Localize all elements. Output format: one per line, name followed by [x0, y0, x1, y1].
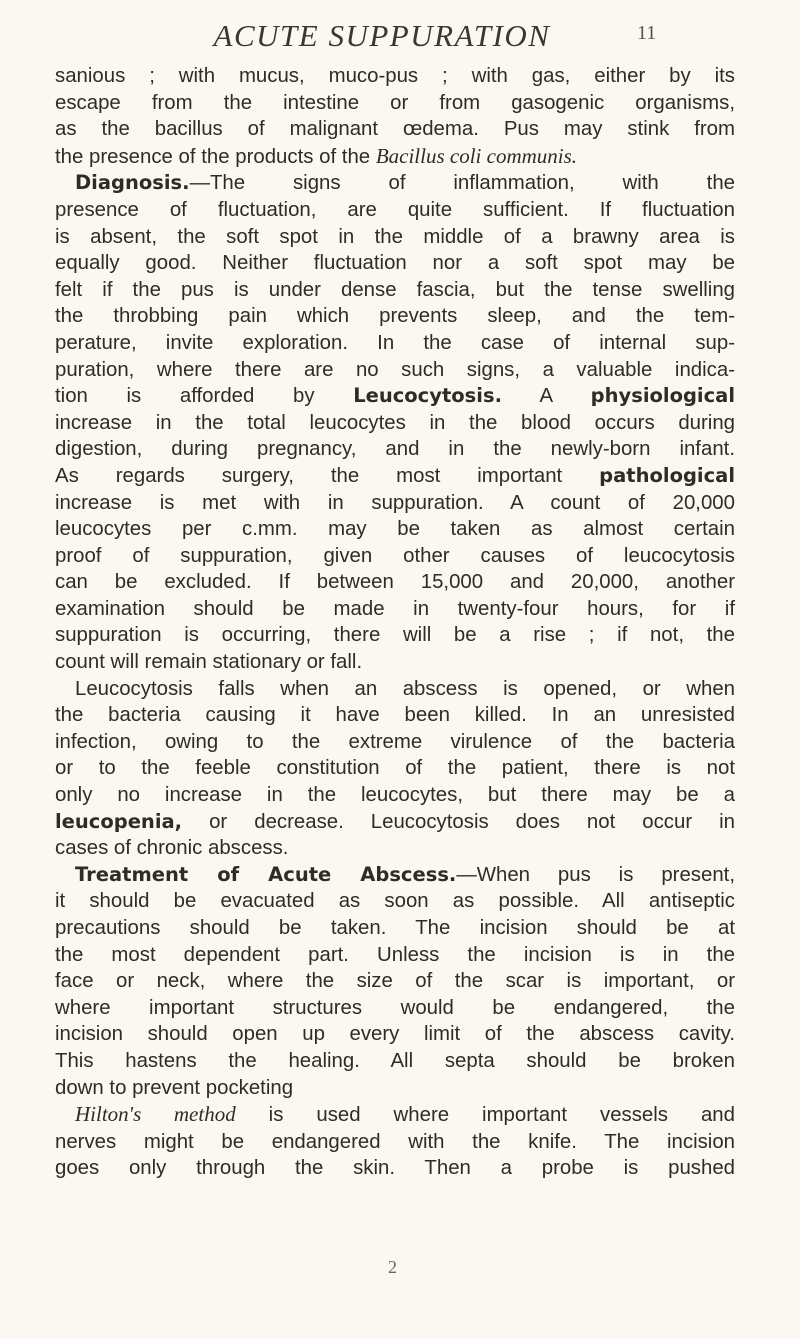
text-line: increase is met with in suppuration. A count of 20,000 — [55, 491, 735, 514]
text-line: the throbbing pain which prevents sleep, and the tem- — [55, 305, 735, 328]
text-line: escape from the intestine or from gasogenic organisms, — [55, 91, 735, 114]
text-line: as the bacillus of malignant œdema. Pus may stink from — [55, 118, 735, 141]
text-line: count will remain stationary or fall. — [55, 651, 363, 674]
term-leucocytosis: Leucocytosis. — [353, 384, 502, 408]
text-line: Leucocytosis falls when an abscess is opened, or when — [75, 677, 735, 700]
text-line: examination should be made in twenty-four hours, for if — [55, 597, 735, 620]
text-line: down to prevent pocketing — [55, 1076, 294, 1099]
text-line: proof of suppuration, given other causes of leucocytosis — [55, 544, 735, 567]
text-line: it should be evacuated as soon as possible. All antiseptic — [55, 890, 735, 913]
text-line: can be excluded. If between 15,000 and 20,000, another — [55, 571, 735, 594]
text-line: the bacteria causing it have been killed. In an unresisted — [55, 704, 735, 727]
text-line: equally good. Neither fluctuation nor a soft spot may be — [55, 252, 735, 275]
page-number: 11 — [637, 22, 657, 44]
text-line: Diagnosis.—The signs of inflammation, with the — [75, 171, 735, 195]
text-line: This hastens the healing. All septa should be broken — [55, 1049, 735, 1072]
text-line: perature, invite exploration. In the case of internal sup- — [55, 331, 735, 354]
text-line: the presence of the products of the Bacillus coli communis. — [55, 143, 578, 168]
section-heading-diagnosis: Diagnosis. — [75, 171, 190, 195]
term-leucopenia: leucopenia, — [55, 809, 183, 833]
text-line: felt if the pus is under dense fascia, but the tense swelling — [55, 278, 735, 301]
running-title: ACUTE SUPPURATION — [213, 18, 551, 53]
text-line: leucopenia, or decrease. Leucocytosis does not occur in — [55, 809, 735, 833]
text-line: infection, owing to the extreme virulence of the bacteria — [55, 730, 735, 753]
text-line: increase in the total leucocytes in the blood occurs during — [55, 411, 735, 434]
term-pathological: pathological — [599, 463, 736, 487]
text-line: digestion, during pregnancy, and in the newly-born infant. — [55, 438, 735, 461]
signature-mark: 2 — [388, 1257, 397, 1277]
running-head — [0, 18, 800, 62]
text-line: puration, where there are no such signs, a valuable indica- — [55, 358, 735, 381]
text-line: precautions should be taken. The incision should be at — [55, 917, 735, 939]
text-line: leucocytes per c.mm. may be taken as almost certain — [55, 518, 735, 541]
text-line: the most dependent part. Unless the incision is in the — [55, 943, 735, 966]
text-line: cases of chronic abscess. — [55, 837, 289, 860]
text-line: is absent, the soft spot in the middle of a brawny area is — [55, 225, 735, 248]
species-name: Bacillus coli communis. — [375, 143, 578, 168]
text-line: goes only through the skin. Then a probe is pushed — [55, 1157, 735, 1180]
text-line: suppuration is occurring, there will be a rise ; if not, the — [55, 624, 735, 647]
text-line: face or neck, where the size of the scar is important, or — [55, 970, 735, 993]
text-line: As regards surgery, the most important pathological — [55, 463, 736, 487]
method-name: Hilton's method — [75, 1102, 236, 1127]
text-line: only no increase in the leucocytes, but there may be a — [55, 784, 735, 807]
text-line: where important structures would be endangered, the — [55, 996, 735, 1019]
text-line: presence of fluctuation, are quite sufficient. If fluctuation — [55, 198, 735, 221]
text-line: Treatment of Acute Abscess.—When pus is present, — [75, 862, 735, 886]
term-physiological: physiological — [590, 384, 736, 408]
section-heading-treatment: Treatment of Acute Abscess. — [75, 862, 457, 886]
text-line: Hilton's method is used where important vessels and — [75, 1102, 735, 1127]
text-line: or to the feeble constitution of the patient, there is not — [55, 757, 735, 780]
text-line: tion is afforded by Leucocytosis. A physiological — [55, 384, 736, 408]
text-line: nerves might be endangered with the knife. The incision — [55, 1130, 735, 1153]
text-line: sanious ; with mucus, muco-pus ; with gas, either by its — [55, 65, 735, 87]
body-text — [55, 63, 735, 1182]
text-line: incision should open up every limit of the abscess cavity. — [55, 1023, 735, 1046]
